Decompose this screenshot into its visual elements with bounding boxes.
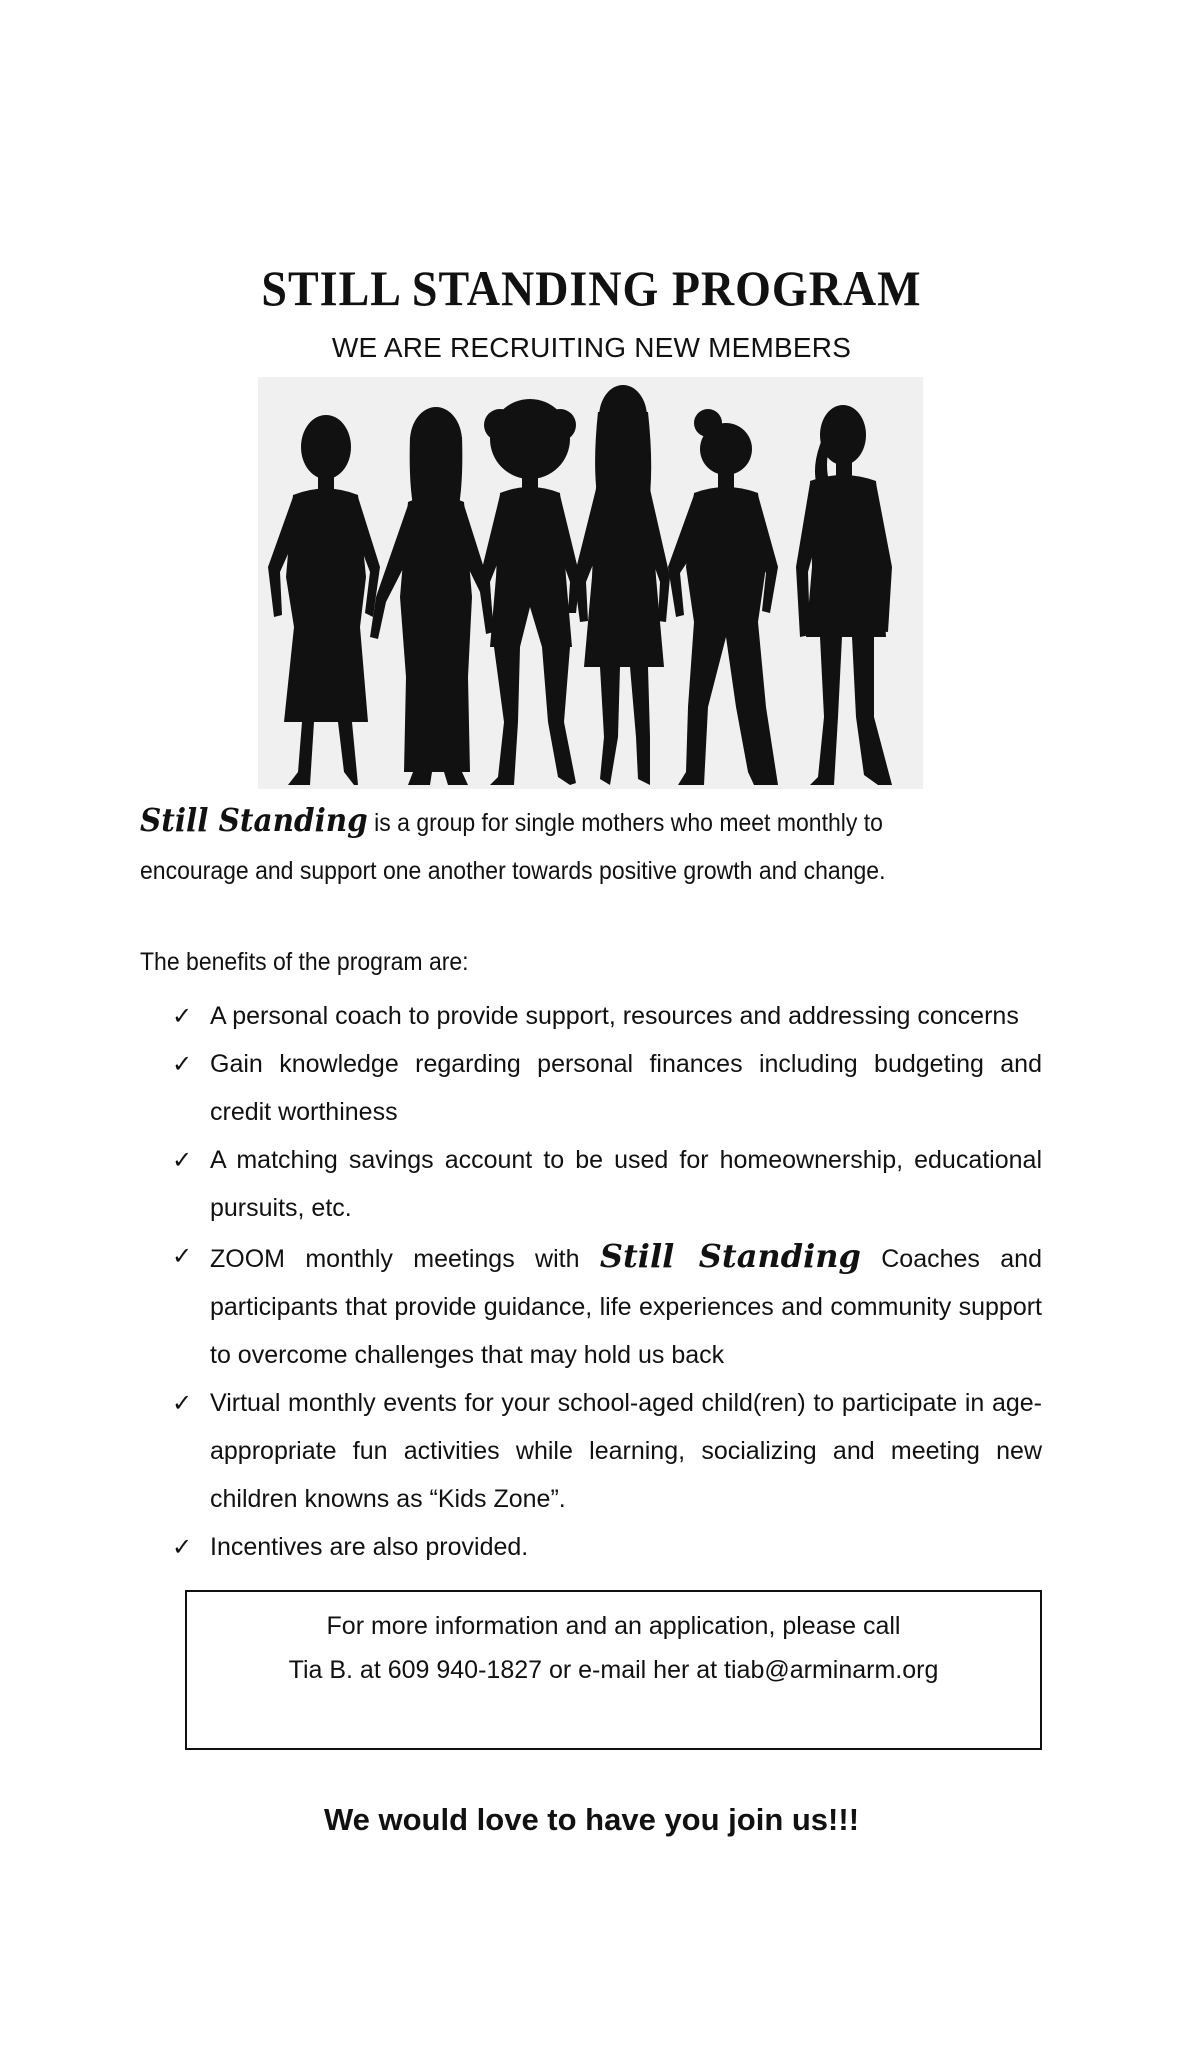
benefits-heading: The benefits of the program are: — [140, 948, 469, 976]
brand-name: Still Standing — [599, 1237, 861, 1275]
silhouette-woman-3 — [480, 399, 580, 785]
benefit-text: A personal coach to provide support, resources and addressing concerns — [210, 1002, 1019, 1030]
flyer-subtitle: WE ARE RECRUITING NEW MEMBERS — [331, 332, 852, 363]
intro-paragraph — [140, 796, 970, 895]
check-icon: ✓ — [172, 1533, 193, 1561]
benefit-text: Incentives are also provided. — [210, 1533, 529, 1561]
silhouette-woman-5 — [668, 409, 778, 785]
benefit-item — [170, 992, 1042, 1040]
check-icon: ✓ — [172, 1242, 193, 1270]
benefit-text — [210, 1232, 1042, 1379]
benefit-item — [170, 1136, 1042, 1232]
benefits-list — [170, 992, 1042, 1571]
benefit-text: Virtual monthly events for your school-aged child(ren) to participate in age-appropriate fun activities while learning, socializing and meeting new children knowns as “Kids Zone”. — [210, 1389, 1042, 1513]
check-icon: ✓ — [172, 1050, 193, 1078]
contact-line-2: Tia B. at 609 940-1827 or e-mail her at tiab@arminarm.org — [288, 1656, 939, 1684]
check-icon: ✓ — [172, 1146, 193, 1174]
contact-box — [185, 1590, 1042, 1750]
closing-message: We would love to have you join us!!! — [323, 1802, 860, 1837]
zoom-benefit-text-before: ZOOM monthly meetings with — [210, 1245, 600, 1273]
silhouette-woman-4 — [574, 385, 670, 785]
check-icon: ✓ — [172, 1389, 193, 1417]
women-silhouettes-image — [258, 377, 923, 789]
benefit-text: A matching savings account to be used for homeownership, educational pursuits, etc. — [210, 1146, 1042, 1222]
benefit-item — [170, 1379, 1042, 1523]
benefit-item — [170, 1232, 1042, 1379]
contact-line-1: For more information and an application, please call — [326, 1612, 901, 1640]
intro-text: is a group for single mothers who meet monthly to encourage and support one another towards positive growth and change. — [140, 809, 886, 885]
flyer-title: STILL STANDING PROGRAM — [261, 260, 922, 317]
zoom-benefit-text-after: Coaches and participants that provide guidance, life experiences and community support to overcome challenges that may hold us back — [210, 1245, 1042, 1369]
brand-name: Still Standing — [140, 801, 368, 839]
silhouette-woman-6 — [796, 405, 892, 785]
silhouette-woman-1 — [268, 415, 380, 785]
benefit-item — [170, 1523, 1042, 1571]
silhouette-woman-2 — [370, 407, 494, 785]
benefit-text: Gain knowledge regarding personal finances including budgeting and credit worthiness — [210, 1050, 1042, 1126]
benefit-item — [170, 1040, 1042, 1136]
check-icon: ✓ — [172, 1002, 193, 1030]
